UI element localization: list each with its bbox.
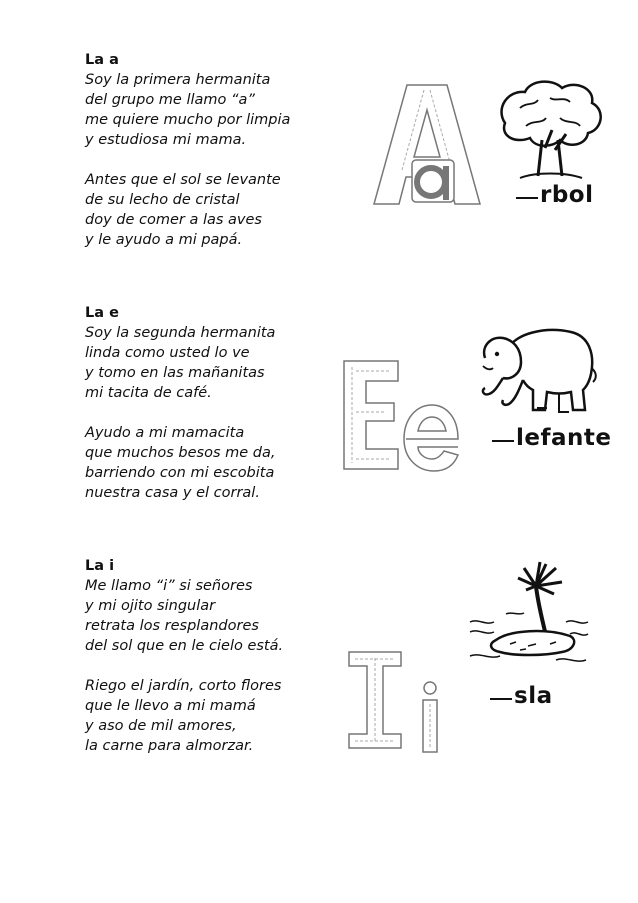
missing-letter-word-elefante xyxy=(492,425,611,451)
blank-line xyxy=(492,440,514,442)
poem-section-i xyxy=(85,556,335,756)
word-fragment: sla xyxy=(514,683,553,709)
missing-letter-word-arbol xyxy=(516,182,594,208)
poem-verse xyxy=(85,576,335,656)
poem-line: la carne para almorzar. xyxy=(85,738,254,754)
tree-illustration xyxy=(490,78,610,188)
poem-line: Soy la primera hermanita xyxy=(85,72,271,88)
poem-line: Me llamo “i” si señores xyxy=(85,578,253,594)
poem-line: y mi ojito singular xyxy=(85,598,216,614)
poem-verse xyxy=(85,70,335,150)
blank-line xyxy=(490,698,512,700)
word-fragment: lefante xyxy=(516,425,612,451)
poem-line: que le llevo a mi mamá xyxy=(85,698,256,714)
missing-letter-word-isla xyxy=(490,683,553,709)
letter-i-tracing-image xyxy=(345,648,445,756)
poem-line: Ayudo a mi mamacita xyxy=(85,425,245,441)
poem-verse xyxy=(85,323,335,403)
word-fragment: rbol xyxy=(540,182,594,208)
poem-line: me quiere mucho por limpia xyxy=(85,112,291,128)
poem-line: linda como usted lo ve xyxy=(85,345,250,361)
poem-line: Soy la segunda hermanita xyxy=(85,325,276,341)
poem-line: del sol que en le cielo está. xyxy=(85,638,284,654)
elephant-illustration xyxy=(475,318,600,418)
poem-line: y tomo en las mañanitas xyxy=(85,365,265,381)
island-illustration xyxy=(466,556,591,666)
poem-line: Riego el jardín, corto flores xyxy=(85,678,282,694)
poem-line: Antes que el sol se levante xyxy=(85,172,281,188)
poem-line: barriendo con mi escobita xyxy=(85,465,275,481)
poem-line: que muchos besos me da, xyxy=(85,445,276,461)
poem-line: retrata los resplandores xyxy=(85,618,259,634)
poem-line: del grupo me llamo “a” xyxy=(85,92,255,108)
poem-verse xyxy=(85,676,335,756)
poem-verse xyxy=(85,170,335,250)
poem-section-e xyxy=(85,303,335,503)
poem-line: y estudiosa mi mama. xyxy=(85,132,247,148)
poem-line: nuestra casa y el corral. xyxy=(85,485,260,501)
poem-line: mi tacita de café. xyxy=(85,385,212,401)
poem-title: La a xyxy=(85,52,119,68)
blank-line xyxy=(516,197,538,199)
poem-title: La e xyxy=(85,305,119,321)
poem-line: doy de comer a las aves xyxy=(85,212,262,228)
poem-line: y aso de mil amores, xyxy=(85,718,237,734)
poem-line: y le ayudo a mi papá. xyxy=(85,232,243,248)
poem-title: La i xyxy=(85,558,115,574)
poem-line: de su lecho de cristal xyxy=(85,192,240,208)
poem-verse xyxy=(85,423,335,503)
letter-e-tracing-image xyxy=(340,355,465,475)
letter-a-tracing-image xyxy=(372,82,482,207)
poem-section-a xyxy=(85,50,335,250)
